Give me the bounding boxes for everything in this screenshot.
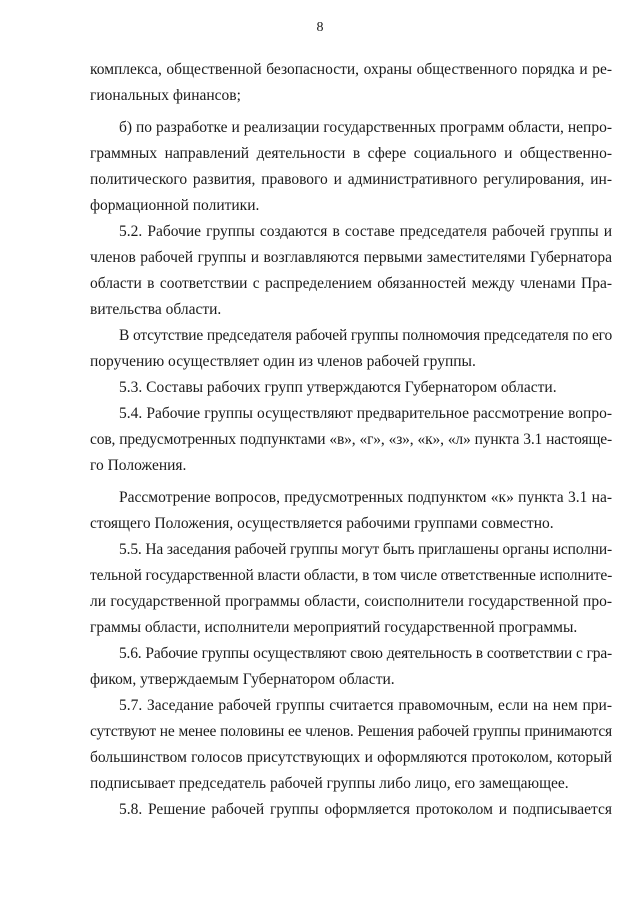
text-line: 5.3. Составы рабочих групп утверждаются Губернатором области. — [119, 379, 557, 396]
text-line: б) по разработке и реализации государственных программ области, непро- — [119, 119, 612, 136]
text-line: подписывает председатель рабочей группы либо лицо, его замещающее. — [90, 775, 569, 792]
text-line: 5.5. На заседания рабочей группы могут быть приглашены органы исполни- — [119, 541, 613, 558]
text-line: Рассмотрение вопросов, предусмотренных подпунктом «к» пункта 3.1 на- — [119, 489, 612, 506]
text-line: формационной политики. — [90, 197, 260, 214]
text-line: го Положения. — [90, 457, 187, 474]
text-line: 5.7. Заседание рабочей группы считается правомочным, если на нем при- — [119, 697, 612, 714]
text-line: 5.4. Рабочие группы осуществляют предварительное рассмотрение вопро- — [119, 405, 612, 422]
text-line: В отсутствие председателя рабочей группы полномочия председателя по его — [119, 327, 612, 344]
text-line: вительства области. — [90, 301, 222, 318]
text-line: поручению осуществляет один из членов рабочей группы. — [90, 353, 476, 370]
text-line: тельной государственной власти области, в том числе ответственные исполните- — [90, 567, 613, 584]
text-line: комплекса, общественной безопасности, охраны общественного порядка и ре- — [90, 61, 612, 78]
text-line: 5.8. Решение рабочей группы оформляется протоколом и подписывается — [119, 801, 612, 818]
text-line: сутствуют не менее половины ее членов. Решения рабочей группы принимаются — [90, 723, 612, 740]
text-line: сов, предусмотренных подпунктами «в», «г», «з», «к», «л» пункта 3.1 настояще- — [90, 431, 612, 448]
page-number: 8 — [316, 20, 324, 35]
text-line: большинством голосов присутствующих и оформляются протоколом, который — [90, 749, 612, 766]
text-line: 5.2. Рабочие группы создаются в составе председателя рабочей группы и — [119, 223, 612, 240]
text-line: ли государственной программы области, соисполнители государственной про- — [90, 593, 612, 610]
text-line: граммных направлений деятельности в сфере социального и общественно- — [90, 145, 612, 162]
text-line: граммы области, исполнители мероприятий государственной программы. — [90, 619, 578, 636]
text-line: 5.6. Рабочие группы осуществляют свою деятельность в соответствии с гра- — [119, 645, 612, 662]
text-line: фиком, утверждаемым Губернатором области. — [90, 671, 395, 688]
text-line: стоящего Положения, осуществляется рабочими группами совместно. — [90, 515, 554, 532]
text-line: членов рабочей группы и возглавляются первыми заместителями Губернатора — [90, 249, 612, 266]
text-line: области в соответствии с распределением обязанностей между членами Пра- — [90, 275, 612, 292]
text-line: гиональных финансов; — [90, 87, 241, 104]
text-line: политического развития, правового и административного регулирования, ин- — [90, 171, 612, 188]
